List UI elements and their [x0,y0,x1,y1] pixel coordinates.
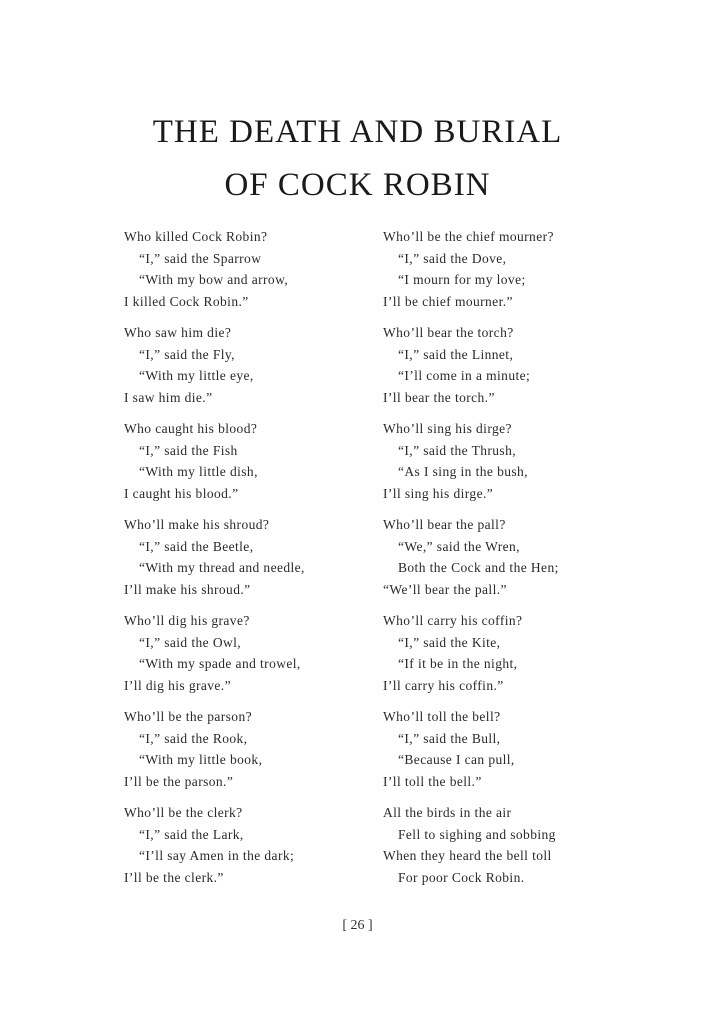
poem-stanza [124,226,424,322]
poem-line: “With my little dish, [139,464,258,480]
poem-line: I’ll carry his coffin.” [383,677,504,693]
poem-line: I caught his blood.” [124,485,239,501]
poem-line: “I,” said the Beetle, [139,538,254,554]
poem-line: “I,” said the Fish [139,442,238,458]
poem-line: I’ll be the parson.” [124,773,234,789]
poem-line: Who’ll make his shroud? [124,517,270,532]
poem-stanza [124,802,424,898]
poem-line: “I,” said the Rook, [139,730,248,746]
poem-stanza [383,706,683,802]
poem-line: Who’ll toll the bell? [383,709,501,724]
page-title-line-1: THE DEATH AND BURIAL [152,114,563,150]
poem-line: I saw him die.” [124,389,213,405]
poem-line: Who’ll be the chief mourner? [383,229,554,244]
poem-line: “I’ll come in a minute; [398,368,531,384]
poem-line: For poor Cock Robin. [398,869,525,885]
poem-line: Who’ll be the parson? [124,709,252,724]
poem-line: Who’ll sing his dirge? [383,421,512,436]
poem-line: I’ll be the clerk.” [124,869,224,885]
poem-line: I’ll dig his grave.” [124,677,231,693]
poem-stanza [124,514,424,610]
poem-stanza [383,418,683,514]
poem-stanza [383,610,683,706]
poem-line: “With my spade and trowel, [139,656,301,672]
poem-line: Fell to sighing and sobbing [398,826,556,842]
poem-line: “We,” said the Wren, [398,538,520,554]
poem-line: “I,” said the Owl, [139,634,242,650]
poem-line: “We’ll bear the pall.” [383,581,507,597]
poem-line: “With my thread and needle, [139,560,305,576]
poem-line: “I,” said the Thrush, [398,442,516,458]
poem-column-right [383,226,683,898]
poem-line: Who killed Cock Robin? [124,229,268,244]
poem-line: “I’ll say Amen in the dark; [139,848,295,864]
poem-stanza [383,226,683,322]
poem-line: “As I sing in the bush, [398,464,528,480]
poem-line: “I,” said the Sparrow [139,250,262,266]
poem-line: “I,” said the Fly, [139,346,235,362]
poem-line: “I,” said the Kite, [398,634,501,650]
poem-line: Who’ll carry his coffin? [383,613,523,628]
poem-stanza [124,322,424,418]
poem-stanza [383,322,683,418]
poem-line: Who’ll bear the pall? [383,517,506,532]
poem-stanza [124,418,424,514]
poem-line: “I,” said the Bull, [398,730,501,746]
poem-stanza [124,610,424,706]
poem-line: Both the Cock and the Hen; [398,560,559,576]
poem-column-left [124,226,424,898]
poem-line: When they heard the bell toll [383,848,552,864]
poem-line: Who’ll be the clerk? [124,805,243,820]
poem-stanza [383,514,683,610]
poem-line: I’ll be chief mourner.” [383,293,513,309]
poem-line: I killed Cock Robin.” [124,293,249,309]
poem-line: “Because I can pull, [398,752,515,768]
poem-line: “With my bow and arrow, [139,272,289,288]
poem-line: “With my little book, [139,752,263,768]
poem-line: “With my little eye, [139,368,254,384]
page-title-line-2: OF COCK ROBIN [224,167,491,203]
poem-line: Who saw him die? [124,325,232,340]
page-number: [ 26 ] [342,918,373,933]
poem-line: Who’ll dig his grave? [124,613,250,628]
poem-line: “I,” said the Dove, [398,250,507,266]
poem-line: Who caught his blood? [124,421,258,436]
poem-stanza [124,706,424,802]
poem-stanza [383,802,683,898]
poem-line: All the birds in the air [383,805,512,820]
poem-line: I’ll toll the bell.” [383,773,482,789]
poem-line: I’ll make his shroud.” [124,581,251,597]
poem-line: “If it be in the night, [398,656,518,672]
poem-line: “I,” said the Lark, [139,826,244,842]
poem-line: “I,” said the Linnet, [398,346,514,362]
poem-line: I’ll sing his dirge.” [383,485,494,501]
poem-line: Who’ll bear the torch? [383,325,514,340]
poem-line: I’ll bear the torch.” [383,389,495,405]
poem-line: “I mourn for my love; [398,272,526,288]
